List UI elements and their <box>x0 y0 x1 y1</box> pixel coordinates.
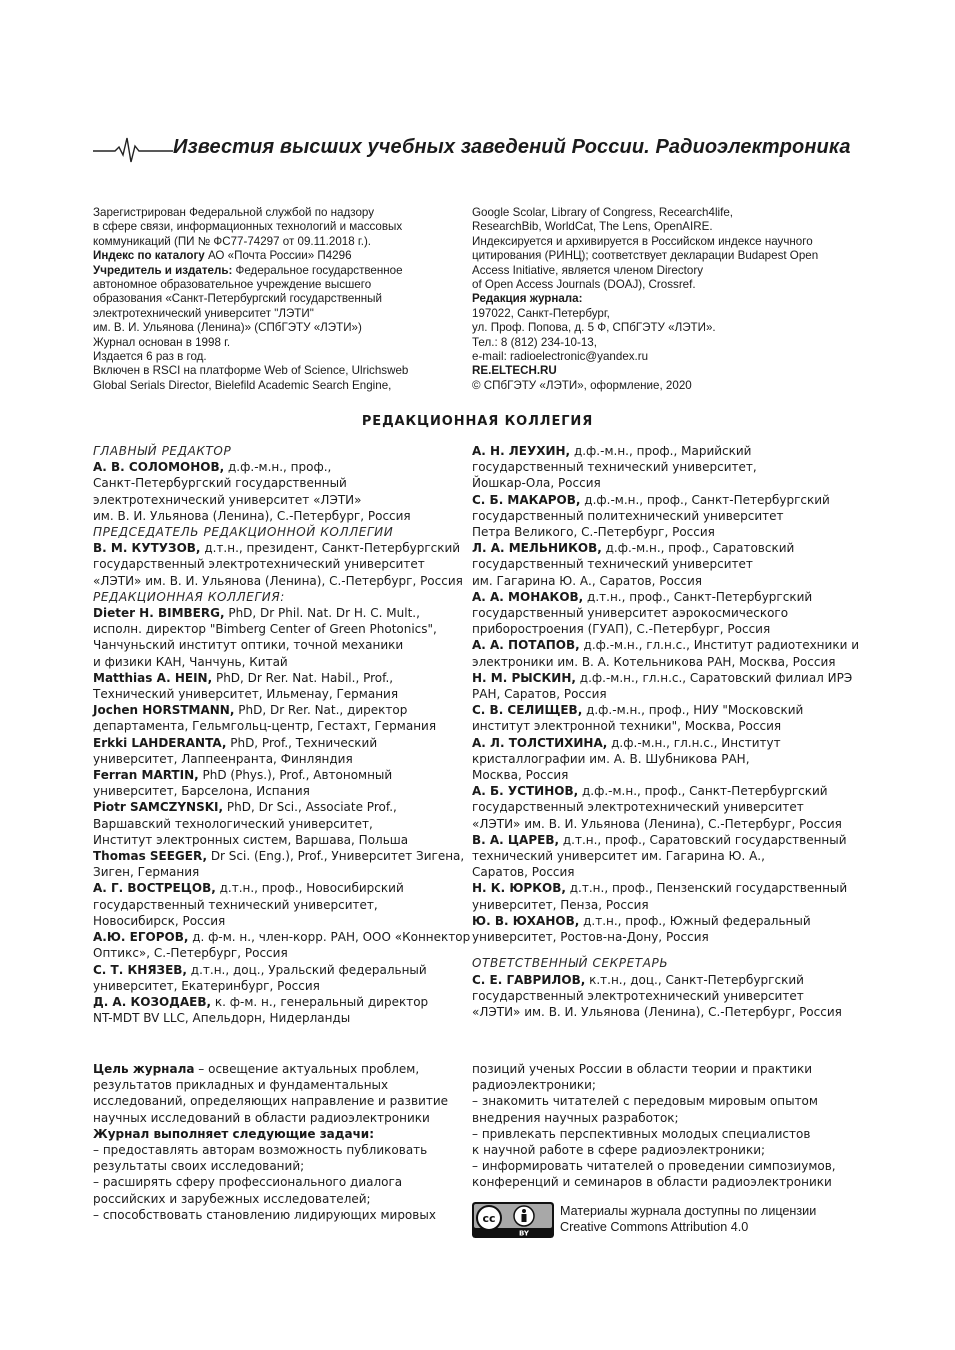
bold-label: А. А. ПОТАПОВ, <box>472 638 580 653</box>
line-text: в сфере связи, информационных технологий и массовых <box>93 220 403 234</box>
board-line <box>472 621 852 637</box>
line-text: д.т.н., проф., Пензенский государственный <box>565 881 848 896</box>
bold-label: Ferran MARTIN, <box>93 768 199 783</box>
creative-commons-by-icon <box>472 1202 554 1238</box>
board-line <box>93 492 465 508</box>
board-line <box>93 718 465 734</box>
board-line <box>93 637 465 653</box>
board-line <box>93 978 465 994</box>
board-line <box>93 751 465 767</box>
pulse-line-icon <box>93 132 175 168</box>
board-line <box>472 475 852 491</box>
line-text: университет, Ростов-на-Дону, Россия <box>472 930 709 945</box>
aims-line <box>472 1126 852 1142</box>
line-text: д.ф.-м.н., проф., Санкт-Петербургский <box>578 784 828 799</box>
bold-label: Thomas SEEGER, <box>93 849 207 864</box>
bold-label: Л. А. МЕЛЬНИКОВ, <box>472 541 602 556</box>
editorial-board-right <box>472 443 859 1020</box>
info-line <box>93 379 463 393</box>
board-line <box>93 702 465 718</box>
line-text: конференций и семинаров в области радиоэлектроники <box>472 1175 832 1190</box>
info-line <box>472 264 852 278</box>
line-text: университет, Лаппеенранта, Финляндия <box>93 751 353 766</box>
journal-aims-right <box>472 1061 852 1191</box>
line-text: им. Гагарина Ю. А., Саратов, Россия <box>472 573 703 588</box>
board-line <box>93 897 465 913</box>
aims-line <box>93 1191 465 1207</box>
board-line <box>472 443 852 459</box>
line-text: электротехнический университет «ЛЭТИ» <box>93 492 362 507</box>
info-line <box>472 249 852 263</box>
info-line <box>472 278 852 292</box>
license-line-2: Creative Commons Attribution 4.0 <box>560 1220 749 1234</box>
board-line <box>472 783 852 799</box>
info-line <box>93 307 463 321</box>
line-text: цитирования (РИНЦ); соответствует декларации Budapest Open <box>472 249 819 263</box>
line-text: Global Serials Director, Bielefild Academic Search Engine, <box>93 378 392 392</box>
line-text: «ЛЭТИ» им. В. И. Ульянова (Ленина), С.-Петербург, Россия <box>472 1004 842 1019</box>
board-line <box>472 767 852 783</box>
line-text: АО «Почта России» П4296 <box>204 249 352 263</box>
info-line <box>472 235 852 249</box>
bold-label: С. Е. ГАВРИЛОВ, <box>472 972 586 987</box>
board-line <box>93 556 465 572</box>
board-line <box>93 686 465 702</box>
line-text: д. ф-м. н., член-корр. РАН, ООО «Коннектор <box>188 930 471 945</box>
line-text: PhD, Dr Sci., Associate Prof., <box>223 800 397 815</box>
board-line <box>93 945 465 961</box>
line-text: 197022, Санкт-Петербург, <box>472 306 610 320</box>
bold-label: Piotr SAMCZYNSKI, <box>93 800 224 815</box>
line-text: д.ф.-м.н., проф., НИУ "Московский <box>582 703 804 718</box>
line-text: государственный технический университет, <box>472 460 757 475</box>
line-text: результаты своих исследований; <box>93 1159 305 1174</box>
board-line <box>472 832 852 848</box>
journal-header <box>93 132 851 168</box>
line-text: Включен в RSCI на платформе Web of Science, Ulrichsweb <box>93 364 409 378</box>
aims-line <box>93 1093 465 1109</box>
aims-line <box>93 1061 465 1077</box>
bold-label: Н. К. ЮРКОВ, <box>472 881 566 896</box>
line-text: PhD (Phys.), Prof., Автономный <box>198 768 393 783</box>
line-text: российских и зарубежных исследователей; <box>93 1191 371 1206</box>
line-text: университет, Пенза, Россия <box>472 897 649 912</box>
bold-label: А. Л. ТОЛСТИХИНА, <box>472 735 608 750</box>
board-line <box>93 621 465 637</box>
bold-label: Журнал выполняет следующие задачи: <box>93 1126 375 1141</box>
info-line <box>93 264 463 278</box>
line-text: технический университет им. Гагарина Ю. А., <box>472 849 765 864</box>
line-text: государственный политехнический университет <box>472 508 784 523</box>
bold-label: Jochen HORSTMANN, <box>93 703 235 718</box>
board-line <box>472 929 852 945</box>
board-line <box>93 913 465 929</box>
line-text: образования «Санкт-Петербургский государственный <box>93 292 382 306</box>
board-line <box>93 994 465 1010</box>
board-line <box>472 751 852 767</box>
line-text: Google Scolar, Library of Congress, Recearch4life, <box>472 206 733 219</box>
line-text: коммуникаций (ПИ № ФС77-74297 от 09.11.2018 г.). <box>93 234 372 248</box>
line-text: Dr Sci. (Eng.), Prof., Университет Зигена, <box>207 849 465 864</box>
journal-title: Известия высших учебных заведений России. Радиоэлектроника <box>173 136 851 158</box>
line-text: д.ф.-м.н., гл.н.с., Саратовский филиал ИРЭ <box>575 670 853 685</box>
line-text: ул. Проф. Попова, д. 5 Ф, СПбГЭТУ «ЛЭТИ». <box>472 321 716 335</box>
info-line <box>472 206 852 220</box>
line-text: к. ф-м. н., генеральный директор <box>211 994 429 1009</box>
line-text: позиций ученых России в области теории и практики <box>472 1062 813 1076</box>
line-text: электроники им. В. А. Котельникова РАН, Москва, Россия <box>472 654 836 669</box>
aims-line <box>93 1126 465 1142</box>
line-text: университет, Барселона, Испания <box>93 784 310 799</box>
line-text: Издается 6 раз в год. <box>93 350 207 364</box>
line-text: Зарегистрирован Федеральной службой по надзору <box>93 206 375 219</box>
line-text: – предоставлять авторам возможность публиковать <box>93 1143 428 1158</box>
aims-line <box>472 1142 852 1158</box>
line-text: приборостроения (ГУАП), С.-Петербург, Россия <box>472 622 771 637</box>
board-line <box>472 589 852 605</box>
board-line <box>93 767 465 783</box>
board-line <box>93 816 465 832</box>
board-line <box>93 848 465 864</box>
line-text: электротехнический университет "ЛЭТИ" <box>93 306 314 320</box>
board-line <box>93 962 465 978</box>
bold-label: С. Б. МАКАРОВ, <box>472 492 581 507</box>
line-text: ResearchBib, WorldCat, The Lens, OpenAIRE. <box>472 220 713 234</box>
bold-label: С. В. СЕЛИЩЕВ, <box>472 703 583 718</box>
board-line <box>93 573 465 589</box>
line-text: государственный технический университет <box>472 557 753 572</box>
board-line <box>93 654 465 670</box>
board-line <box>93 735 465 751</box>
board-line <box>93 832 465 848</box>
info-line <box>93 364 463 378</box>
role-heading: РЕДАКЦИОННАЯ КОЛЛЕГИЯ: <box>93 589 285 604</box>
bold-label: А. В. СОЛОМОНОВ, <box>93 460 225 475</box>
info-line <box>472 292 852 306</box>
bold-label: Н. М. РЫСКИН, <box>472 670 576 685</box>
info-line <box>93 336 463 350</box>
line-text: Чанчуньский институт оптики, точной механики <box>93 638 404 653</box>
line-text: Технический университет, Ильменау, Германия <box>93 687 399 702</box>
line-text: PhD, Dr Rer. Nat. Habil., Prof., <box>212 670 394 685</box>
line-text: Йошкар-Ола, Россия <box>472 476 601 491</box>
line-text: д.ф.-м.н., проф., Саратовский <box>601 541 795 556</box>
bold-label: RE.ELTECH.RU <box>472 364 557 378</box>
line-text: государственный университет аэрокосмического <box>472 606 789 621</box>
line-text: Варшавский технологический университет, <box>93 816 373 831</box>
bold-label: А. Б. УСТИНОВ, <box>472 784 579 799</box>
info-line <box>472 379 852 393</box>
journal-aims-left <box>93 1061 465 1223</box>
board-line <box>472 735 852 751</box>
line-text: радиоэлектроники; <box>472 1078 596 1093</box>
line-text: Access Initiative, является членом Directory <box>472 263 703 277</box>
line-text: д.т.н., проф., Саратовский государственный <box>559 832 847 847</box>
bold-label: Цель журнала <box>93 1062 195 1076</box>
aims-line <box>472 1158 852 1174</box>
line-text: д.т.н., президент, Санкт-Петербургский <box>200 541 461 556</box>
bold-label: Редакция журнала: <box>472 292 583 306</box>
bold-label: А.Ю. ЕГОРОВ, <box>93 930 189 945</box>
bold-label: С. Т. КНЯЗЕВ, <box>93 962 187 977</box>
info-line <box>472 350 852 364</box>
line-text: Москва, Россия <box>472 768 569 783</box>
line-text: институт электронной техники", Москва, Россия <box>472 719 782 734</box>
aims-line <box>472 1093 852 1109</box>
board-line <box>93 929 471 945</box>
aims-line <box>93 1158 465 1174</box>
line-text: государственный электротехнический университет <box>93 557 425 572</box>
aims-line <box>472 1077 852 1093</box>
line-text: Индексируется и архивируется в Российском индексе научного <box>472 234 813 248</box>
aims-line <box>93 1142 465 1158</box>
board-line <box>93 459 465 475</box>
editorial-board-left <box>93 443 471 1026</box>
info-line <box>93 292 463 306</box>
board-line <box>93 880 465 896</box>
board-line <box>472 1004 852 1020</box>
line-text: и физики КАН, Чанчунь, Китай <box>93 654 288 669</box>
board-line <box>472 880 852 896</box>
line-text: – освещение актуальных проблем, <box>194 1062 420 1076</box>
info-line <box>93 220 463 234</box>
line-text: д.т.н., проф., Санкт-Петербургский <box>583 589 813 604</box>
board-line <box>472 492 852 508</box>
aims-line <box>472 1110 852 1126</box>
board-line <box>472 524 852 540</box>
line-text: Тел.: 8 (812) 234-10-13, <box>472 335 597 349</box>
line-text: Санкт-Петербургский государственный <box>93 476 347 491</box>
info-line <box>472 220 852 234</box>
board-line <box>472 637 859 653</box>
line-text: исследований, определяющих направление и развитие <box>93 1094 449 1109</box>
aims-line <box>93 1110 465 1126</box>
line-text: государственный электротехнический университет <box>472 988 804 1003</box>
line-text: e-mail: radioelectronic@yandex.ru <box>472 350 649 364</box>
line-text: д.ф.-м.н., гл.н.с., Институт радиотехники и <box>579 638 859 653</box>
line-text: – знакомить читателей с передовым мировым опытом <box>472 1094 818 1109</box>
info-line <box>93 278 463 292</box>
board-line <box>472 848 852 864</box>
board-line <box>472 913 852 929</box>
license-block <box>472 1202 852 1242</box>
line-text: д.ф.-м.н., проф., <box>224 460 332 475</box>
info-line <box>93 206 463 220</box>
line-text: Журнал основан в 1998 г. <box>93 335 231 349</box>
bold-label: А. Н. ЛЕУХИН, <box>472 444 571 458</box>
board-line <box>472 799 852 815</box>
publication-info-left <box>93 206 463 393</box>
cc-by-label: BY <box>518 1229 530 1238</box>
bold-label: Erkki LAHDERANTA, <box>93 735 227 750</box>
info-line <box>93 249 463 263</box>
line-text: д.ф.-м.н., проф., Санкт-Петербургский <box>580 492 830 507</box>
aims-line <box>93 1077 465 1093</box>
board-line <box>472 718 852 734</box>
board-line <box>93 508 465 524</box>
line-text: NT-MDT BV LLC, Апельдорн, Нидерланды <box>93 1011 351 1026</box>
line-text: – расширять сферу профессионального диалога <box>93 1175 403 1190</box>
board-line <box>472 972 852 988</box>
board-line <box>472 670 852 686</box>
board-line <box>472 654 852 670</box>
board-line <box>93 540 465 556</box>
bold-label: Д. А. КОЗОДАЕВ, <box>93 994 212 1009</box>
line-text: д.т.н., проф., Новосибирский <box>215 881 404 896</box>
board-line <box>93 864 465 880</box>
line-text: внедрения научных разработок; <box>472 1110 679 1125</box>
board-line <box>93 783 465 799</box>
license-text <box>560 1203 816 1235</box>
role-heading: ГЛАВНЫЙ РЕДАКТОР <box>93 444 232 458</box>
board-line <box>472 864 852 880</box>
line-text: результатов прикладных и фундаментальных <box>93 1078 389 1093</box>
board-line <box>93 670 465 686</box>
line-text: государственный технический университет, <box>93 897 378 912</box>
bold-label: Индекс по каталогу <box>93 249 205 263</box>
info-line <box>472 321 852 335</box>
board-line <box>472 573 852 589</box>
board-line <box>472 702 852 718</box>
line-text: д.т.н., доц., Уральский федеральный <box>186 962 427 977</box>
board-line <box>472 897 852 913</box>
board-line <box>472 686 852 702</box>
line-text: PhD, Prof., Технический <box>226 735 378 750</box>
line-text: PhD, Dr Phil. Nat. Dr H. C. Mult., <box>224 606 420 621</box>
line-text: департамента, Гельмгольц-центр, Гестахт, Германия <box>93 719 437 734</box>
board-line <box>472 816 852 832</box>
board-line <box>93 799 465 815</box>
board-line <box>472 459 852 475</box>
aims-line <box>472 1061 852 1077</box>
line-text: © СПбГЭТУ «ЛЭТИ», оформление, 2020 <box>472 378 692 392</box>
line-text: автономное образовательное учреждение высшего <box>93 278 372 292</box>
line-text: д.т.н., проф., Южный федеральный <box>579 913 811 928</box>
board-line <box>93 1010 465 1026</box>
line-text: к научной работе в сфере радиоэлектроники; <box>472 1143 766 1158</box>
line-text: государственный электротехнический университет <box>472 800 804 815</box>
bold-label: А. А. МОНАКОВ, <box>472 589 584 604</box>
board-line <box>472 540 852 556</box>
aims-line <box>93 1174 465 1190</box>
aims-line <box>93 1207 465 1223</box>
line-text: PhD, Dr Rer. Nat., директор <box>234 703 408 718</box>
line-text: Новосибирск, Россия <box>93 913 226 928</box>
line-text: – привлекать перспективных молодых специалистов <box>472 1126 811 1141</box>
info-line <box>93 235 463 249</box>
line-text: д.ф.-м.н., гл.н.с., Институт <box>607 735 781 750</box>
board-line <box>472 605 852 621</box>
bold-label: Dieter H. BIMBERG, <box>93 606 225 621</box>
board-line <box>93 605 465 621</box>
role-heading: ОТВЕТСТВЕННЫЙ СЕКРЕТАРЬ <box>472 956 669 971</box>
info-line <box>93 321 463 335</box>
line-text: Федеральное государственное <box>232 263 403 277</box>
line-text: им. В. И. Ульянова (Ленина), С.-Петербург, Россия <box>93 508 411 523</box>
bold-label: А. Г. ВОСТРЕЦОВ, <box>93 881 216 896</box>
info-line <box>472 364 852 378</box>
board-line <box>472 508 852 524</box>
board-line <box>472 988 852 1004</box>
line-text: of Open Access Journals (DOAJ), Crossref. <box>472 278 696 292</box>
spacer <box>472 945 852 955</box>
editorial-board-heading: РЕДАКЦИОННАЯ КОЛЛЕГИЯ <box>361 414 594 429</box>
line-text: научных исследований в области радиоэлектроники <box>93 1110 430 1125</box>
board-line <box>93 475 465 491</box>
role-heading: ПРЕДСЕДАТЕЛЬ РЕДАКЦИОННОЙ КОЛЛЕГИИ <box>93 525 394 540</box>
bold-label: Учредитель и издатель: <box>93 263 233 277</box>
info-line <box>93 350 463 364</box>
bold-label: В. А. ЦАРЕВ, <box>472 832 560 847</box>
line-text: университет, Екатеринбург, Россия <box>93 978 320 993</box>
line-text: им. В. И. Ульянова (Ленина)» (СПбГЭТУ «ЛЭТИ») <box>93 321 362 335</box>
line-text: Институт электронных систем, Варшава, Польша <box>93 832 409 847</box>
info-line <box>472 336 852 350</box>
bold-label: Matthias A. HEIN, <box>93 670 213 685</box>
line-text: д.ф.-м.н., проф., Марийский <box>570 444 752 458</box>
line-text: Петра Великого, С.-Петербург, Россия <box>472 525 715 540</box>
line-text: Саратов, Россия <box>472 865 575 880</box>
line-text: – информировать читателей о проведении симпозиумов, <box>472 1159 836 1174</box>
line-text: кристаллографии им. А. В. Шубникова РАН, <box>472 751 750 766</box>
line-text: «ЛЭТИ» им. В. И. Ульянова (Ленина), С.-Петербург, Россия <box>472 816 842 831</box>
board-line <box>472 556 852 572</box>
line-text: Оптикс», С.-Петербург, Россия <box>93 946 288 961</box>
info-line <box>472 307 852 321</box>
cc-logo-text: cc <box>482 1212 496 1225</box>
line-text: – способствовать становлению лидирующих мировых <box>93 1207 436 1222</box>
line-text: исполн. директор "Bimberg Center of Green Photonics", <box>93 622 437 637</box>
publication-info-right <box>472 206 852 393</box>
bold-label: В. М. КУТУЗОВ, <box>93 541 201 556</box>
line-text: к.т.н., доц., Санкт-Петербургский <box>585 972 804 987</box>
line-text: Зиген, Германия <box>93 865 200 880</box>
aims-line <box>472 1174 852 1190</box>
line-text: «ЛЭТИ» им. В. И. Ульянова (Ленина), С.-Петербург, Россия <box>93 573 463 588</box>
bold-label: Ю. В. ЮХАНОВ, <box>472 913 580 928</box>
license-line-1: Материалы журнала доступны по лицензии <box>560 1204 817 1218</box>
line-text: РАН, Саратов, Россия <box>472 687 607 702</box>
